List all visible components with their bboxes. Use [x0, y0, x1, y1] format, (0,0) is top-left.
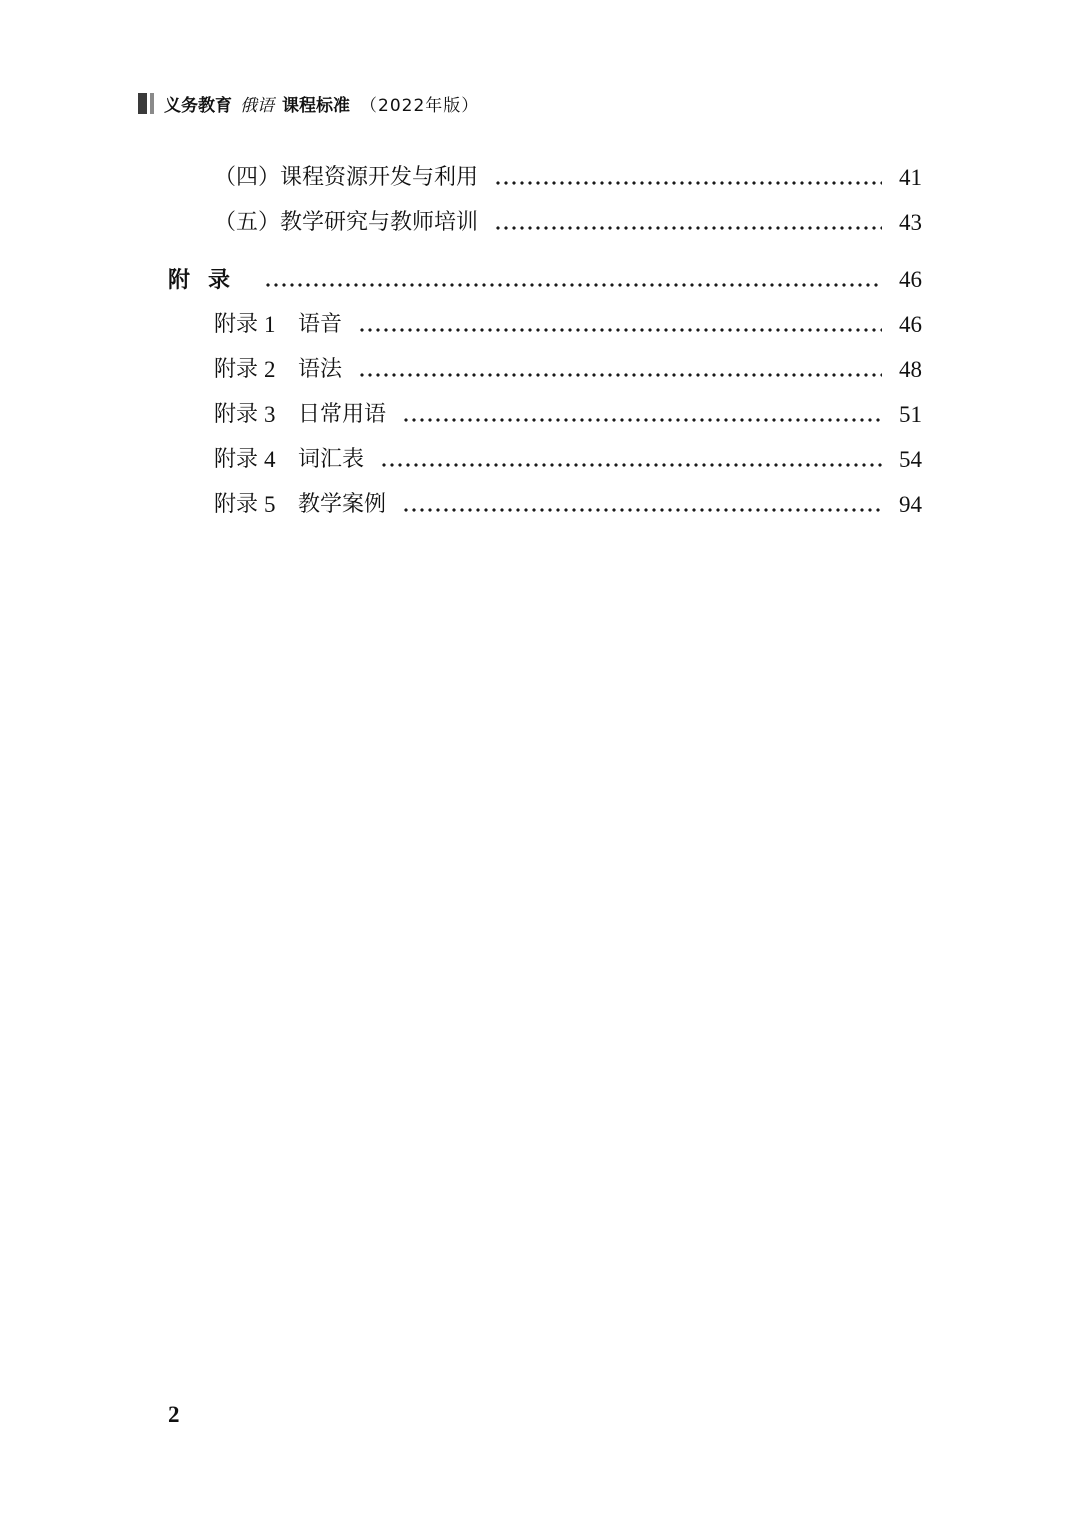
- appendix-number: 3: [264, 402, 276, 427]
- toc-entry[interactable]: [214, 160, 922, 196]
- appendix-title: 教学案例: [298, 492, 387, 517]
- header-standard: 课程标准: [282, 95, 350, 116]
- appendix-number: 1: [264, 312, 276, 337]
- dot-leader: [402, 397, 882, 433]
- dot-leader: [494, 160, 882, 196]
- appendix-number: 5: [264, 492, 276, 517]
- page-number: 2: [168, 1402, 180, 1427]
- appendix-prefix: 附录: [214, 492, 259, 517]
- toc-entry-appendix-item[interactable]: [214, 442, 922, 478]
- toc-entry-appendix-item[interactable]: [214, 397, 922, 433]
- appendix-title: 日常用语: [298, 402, 387, 427]
- toc-entry-title: [214, 487, 386, 523]
- dot-leader: [358, 352, 882, 388]
- appendix-title: 语音: [298, 312, 343, 337]
- toc-entry-page: 46: [899, 267, 922, 292]
- toc-entry-appendix-item[interactable]: [214, 487, 922, 523]
- toc-entry-appendix[interactable]: [168, 262, 922, 298]
- toc-entry-title: [214, 352, 342, 388]
- dot-leader: [402, 487, 882, 523]
- header-edition: （2022年版）: [360, 95, 480, 116]
- toc-entry[interactable]: [214, 205, 922, 241]
- appendix-title: 语法: [298, 357, 343, 382]
- toc-entry-appendix-item[interactable]: [214, 307, 922, 343]
- appendix-title: 词汇表: [298, 447, 365, 472]
- dot-leader: [358, 307, 882, 343]
- appendix-number: 4: [264, 447, 276, 472]
- toc-entry-page: 41: [899, 165, 922, 190]
- appendix-prefix: 附录: [214, 312, 259, 337]
- toc-entry-title: （五）教学研究与教师培训: [214, 210, 479, 235]
- appendix-number: 2: [264, 357, 276, 382]
- toc-entry-page: 43: [899, 210, 922, 235]
- toc-entry-page: 46: [899, 312, 922, 337]
- appendix-prefix: 附录: [214, 402, 259, 427]
- appendix-prefix: 附录: [214, 357, 259, 382]
- dot-leader: [264, 262, 882, 298]
- toc-entry-page: 51: [899, 402, 922, 427]
- header-subject: 俄语: [240, 95, 274, 116]
- toc-entry-page: 48: [899, 357, 922, 382]
- toc-entry-page: 94: [899, 492, 922, 517]
- toc-entry-title: [214, 307, 342, 343]
- toc-entry-page: 54: [899, 447, 922, 472]
- appendix-prefix: 附录: [214, 447, 259, 472]
- toc-entry-appendix-item[interactable]: [214, 352, 922, 388]
- dot-leader: [380, 442, 882, 478]
- toc-entry-title: [214, 442, 364, 478]
- toc-entry-title: （四）课程资源开发与利用: [214, 165, 479, 190]
- dot-leader: [494, 205, 882, 241]
- header-series: 义务教育: [164, 95, 232, 116]
- toc-entry-title: [214, 397, 386, 433]
- toc-entry-title: 附录: [168, 267, 249, 293]
